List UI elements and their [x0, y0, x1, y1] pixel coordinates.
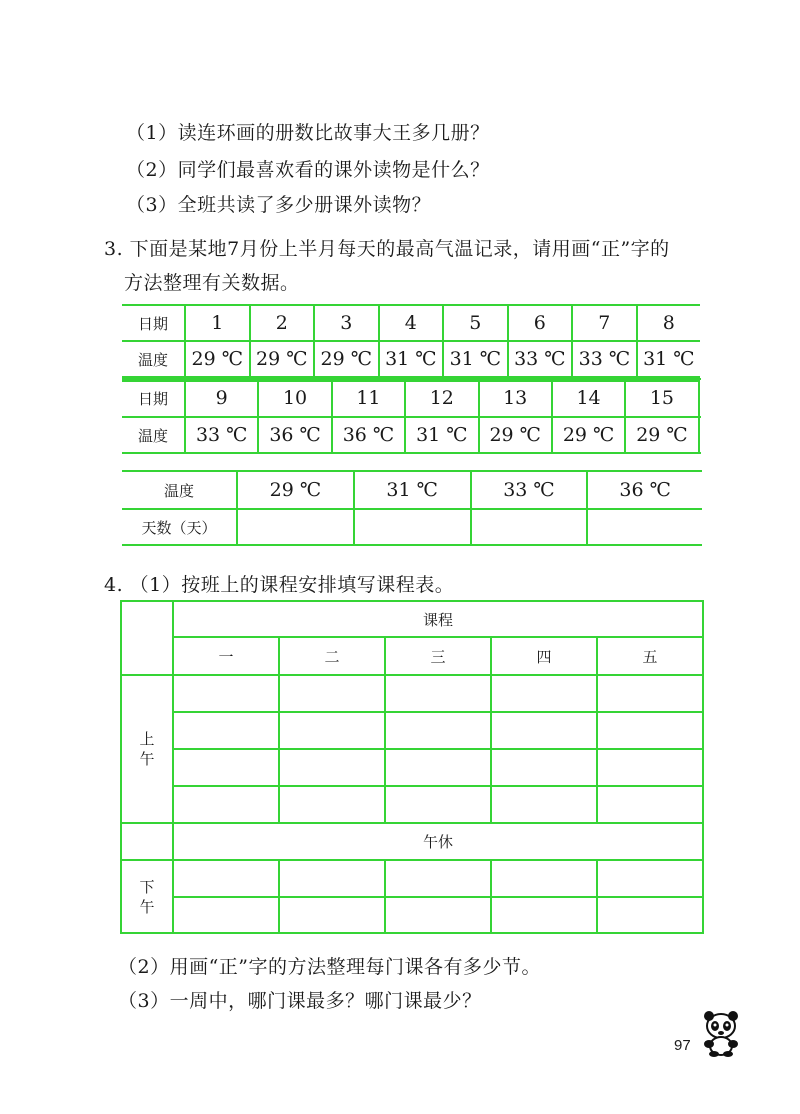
tally-blank-cell[interactable] — [587, 509, 702, 545]
question-3-line-2: 方法整理有关数据。 — [124, 272, 300, 294]
schedule-cell[interactable] — [173, 749, 279, 786]
temperature-cell: 29 ℃ — [479, 417, 552, 453]
schedule-corner-cell — [121, 601, 173, 675]
schedule-cell[interactable] — [491, 712, 597, 749]
schedule-cell[interactable] — [279, 675, 385, 712]
date-row — [122, 305, 700, 341]
schedule-cell[interactable] — [597, 749, 703, 786]
tally-blank-cell[interactable] — [354, 509, 471, 545]
schedule-cell[interactable] — [173, 786, 279, 823]
schedule-cell[interactable] — [385, 749, 491, 786]
temperature-cell: 29 ℃ — [250, 341, 315, 377]
tally-days-label: 天数（天） — [122, 509, 237, 545]
schedule-title: 课程 — [173, 601, 703, 637]
schedule-cell[interactable] — [279, 897, 385, 933]
schedule-cell[interactable] — [173, 675, 279, 712]
temperature-cell: 29 ℃ — [314, 341, 379, 377]
temperature-cell: 33 ℃ — [572, 341, 637, 377]
temperature-cell: 36 ℃ — [332, 417, 405, 453]
tally-table — [122, 470, 702, 546]
tally-temperature-cell: 36 ℃ — [587, 471, 702, 509]
date-cell: 8 — [637, 305, 700, 341]
question-2-sub-1: （1）读连环画的册数比故事大王多几册？ — [126, 122, 490, 144]
tally-temperature-cell: 29 ℃ — [237, 471, 354, 509]
schedule-cell[interactable] — [491, 860, 597, 897]
tally-temperature-row — [122, 471, 702, 509]
morning-label-text: 上午 — [139, 730, 155, 768]
temperature-record-table-1 — [122, 304, 700, 378]
temperature-cell: 29 ℃ — [552, 417, 625, 453]
tally-temperature-cell: 31 ℃ — [354, 471, 471, 509]
panda-icon — [700, 1010, 742, 1058]
schedule-cell[interactable] — [385, 675, 491, 712]
page-number: 97 — [674, 1037, 691, 1054]
date-label: 日期 — [122, 379, 185, 417]
date-label: 日期 — [122, 305, 185, 341]
tally-blank-cell[interactable] — [471, 509, 588, 545]
date-cell: 12 — [405, 379, 478, 417]
morning-row — [121, 712, 703, 749]
temperature-cell: 31 ℃ — [405, 417, 478, 453]
schedule-cell[interactable] — [279, 786, 385, 823]
temperature-cell: 31 ℃ — [443, 341, 508, 377]
schedule-cell[interactable] — [385, 860, 491, 897]
date-row — [122, 379, 700, 417]
weekday-header: 四 — [491, 637, 597, 675]
date-cell: 14 — [552, 379, 625, 417]
question-2-sub-2: （2）同学们最喜欢看的课外读物是什么？ — [126, 159, 490, 181]
temperature-cell — [699, 417, 700, 453]
date-cell: 11 — [332, 379, 405, 417]
date-cell: 15 — [625, 379, 698, 417]
afternoon-label — [121, 860, 173, 933]
temperature-cell: 36 ℃ — [258, 417, 331, 453]
temperature-cell: 33 ℃ — [185, 417, 258, 453]
tally-temperature-label: 温度 — [122, 471, 237, 509]
schedule-cell[interactable] — [279, 860, 385, 897]
schedule-cell[interactable] — [597, 786, 703, 823]
morning-row — [121, 675, 703, 712]
schedule-cell[interactable] — [279, 749, 385, 786]
temperature-cell: 33 ℃ — [508, 341, 573, 377]
date-cell: 3 — [314, 305, 379, 341]
schedule-cell[interactable] — [491, 749, 597, 786]
afternoon-label-text: 下午 — [139, 877, 155, 916]
date-cell: 7 — [572, 305, 637, 341]
schedule-cell[interactable] — [597, 675, 703, 712]
schedule-cell[interactable] — [491, 675, 597, 712]
schedule-cell[interactable] — [385, 712, 491, 749]
schedule-cell[interactable] — [173, 712, 279, 749]
date-cell: 2 — [250, 305, 315, 341]
tally-temperature-cell: 33 ℃ — [471, 471, 588, 509]
lunch-break-label: 午休 — [173, 823, 703, 860]
lunch-row — [121, 823, 703, 860]
question-4-sub-1: 4. （1）按班上的课程安排填写课程表。 — [104, 574, 455, 596]
schedule-cell[interactable] — [173, 897, 279, 933]
temperature-record-table-2 — [122, 378, 700, 454]
schedule-cell[interactable] — [385, 786, 491, 823]
schedule-title-row — [121, 601, 703, 637]
morning-row — [121, 786, 703, 823]
morning-row — [121, 749, 703, 786]
schedule-cell[interactable] — [597, 712, 703, 749]
schedule-cell[interactable] — [597, 860, 703, 897]
date-cell: 6 — [508, 305, 573, 341]
weekday-header: 一 — [173, 637, 279, 675]
tally-blank-cell[interactable] — [237, 509, 354, 545]
weekday-header: 五 — [597, 637, 703, 675]
morning-label — [121, 675, 173, 823]
temperature-cell: 29 ℃ — [185, 341, 250, 377]
weekday-header: 三 — [385, 637, 491, 675]
weekday-header: 二 — [279, 637, 385, 675]
schedule-cell[interactable] — [597, 897, 703, 933]
afternoon-row — [121, 860, 703, 897]
lunch-corner-cell — [121, 823, 173, 860]
question-4-sub-2: （2）用画“正”字的方法整理每门课各有多少节。 — [118, 956, 542, 978]
date-cell — [699, 379, 700, 417]
temperature-cell: 29 ℃ — [625, 417, 698, 453]
question-4-sub-3: （3）一周中，哪门课最多？哪门课最少？ — [118, 990, 482, 1012]
date-cell: 5 — [443, 305, 508, 341]
schedule-cell[interactable] — [279, 712, 385, 749]
date-cell: 1 — [185, 305, 250, 341]
question-2-sub-3: （3）全班共读了多少册课外读物？ — [126, 194, 432, 216]
temperature-row — [122, 417, 700, 453]
schedule-table — [120, 600, 704, 934]
temperature-row — [122, 341, 700, 377]
schedule-cell[interactable] — [491, 786, 597, 823]
question-3-line-1: 3. 下面是某地7月份上半月每天的最高气温记录，请用画“正”字的 — [104, 238, 670, 260]
date-cell: 4 — [379, 305, 444, 341]
afternoon-row — [121, 897, 703, 933]
schedule-cell[interactable] — [491, 897, 597, 933]
temperature-label: 温度 — [122, 341, 185, 377]
temperature-label: 温度 — [122, 417, 185, 453]
tally-days-row — [122, 509, 702, 545]
date-cell: 10 — [258, 379, 331, 417]
schedule-cell[interactable] — [385, 897, 491, 933]
temperature-cell: 31 ℃ — [379, 341, 444, 377]
temperature-cell: 31 ℃ — [637, 341, 700, 377]
date-cell: 13 — [479, 379, 552, 417]
schedule-days-row — [121, 637, 703, 675]
date-cell: 9 — [185, 379, 258, 417]
schedule-cell[interactable] — [173, 860, 279, 897]
